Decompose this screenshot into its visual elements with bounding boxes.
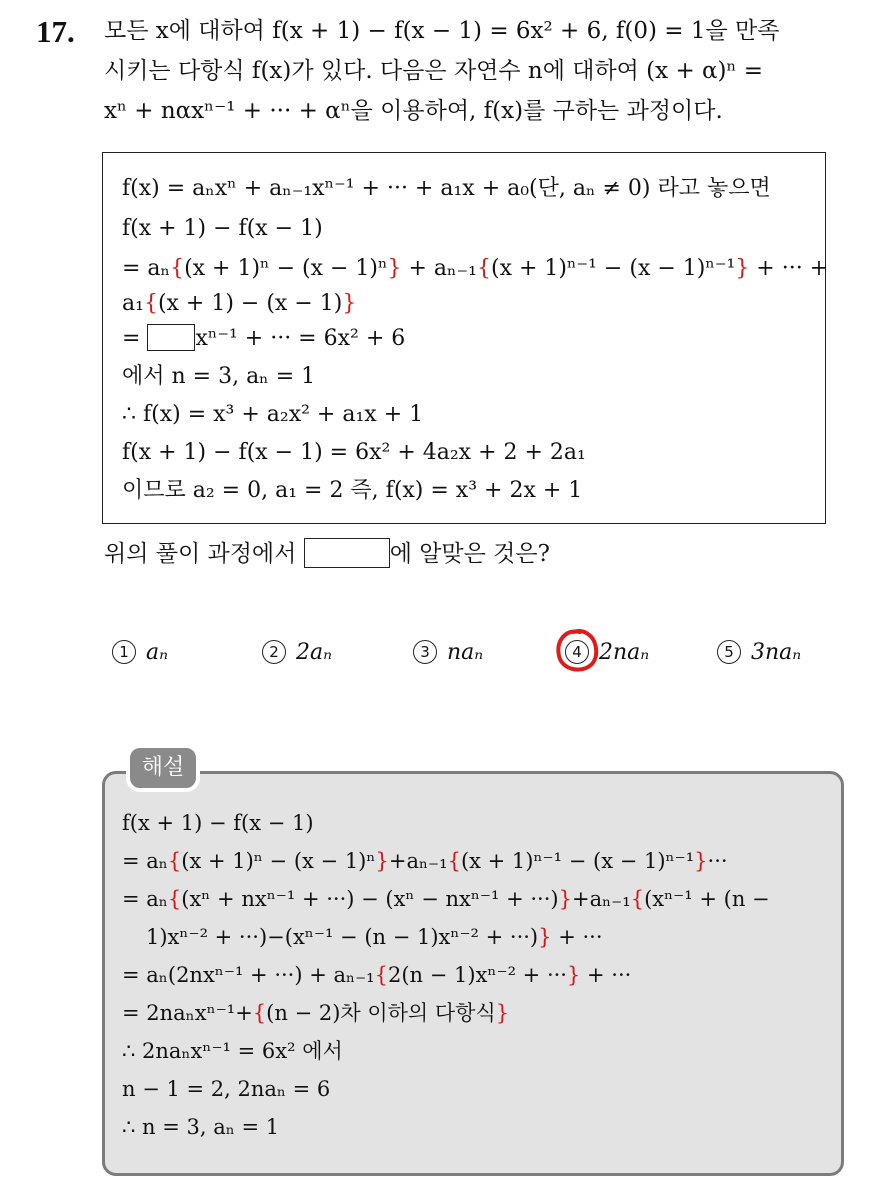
red-brace-open: {: [252, 1001, 267, 1025]
choice-number: 5: [717, 640, 741, 664]
choice-label: aₙ: [146, 640, 169, 665]
solution-tab-label: 해설: [126, 744, 200, 792]
solution-line-6: = 2naₙxⁿ⁻¹+{(n − 2)차 이하의 다항식}: [122, 1001, 510, 1025]
choice-label: naₙ: [447, 640, 484, 665]
derivation-line-6: 에서 n = 3, aₙ = 1: [122, 364, 316, 389]
red-brace-open: {: [170, 256, 185, 281]
solution-line-2: = aₙ{(x + 1)ⁿ − (x − 1)ⁿ}+aₙ₋₁{(x + 1)ⁿ⁻¹ − (x − 1)ⁿ⁻¹}···: [122, 849, 728, 873]
solution-line-3: = aₙ{(xⁿ + nxⁿ⁻¹ + ···) − (xⁿ − nxⁿ⁻¹ + ···)}+aₙ₋₁{(xⁿ⁻¹ + (n −: [122, 887, 770, 911]
solution-line-9: ∴ n = 3, aₙ = 1: [122, 1115, 280, 1139]
choice-1[interactable]: [112, 636, 168, 670]
red-brace-close: }: [342, 291, 357, 316]
solution-line-8: n − 1 = 2, 2naₙ = 6: [122, 1077, 331, 1101]
derivation-line-3: = aₙ{(x + 1)ⁿ − (x − 1)ⁿ} + aₙ₋₁{(x + 1)ⁿ⁻¹ − (x − 1)ⁿ⁻¹} + ··· +: [122, 256, 829, 281]
answer-blank-large: [304, 538, 390, 568]
red-brace-close: }: [538, 925, 552, 949]
derivation-line-8: f(x + 1) − f(x − 1) = 6x² + 4a₂x + 2 + 2a₁: [122, 440, 586, 465]
question-text-line-2: 시키는 다항식 f(x)가 있다. 다음은 자연수 n에 대하여 (x + α)ⁿ =: [104, 58, 764, 84]
choice-label: 2aₙ: [296, 640, 333, 665]
choice-label: 3naₙ: [751, 640, 802, 665]
red-brace-close: }: [566, 963, 581, 987]
red-brace-open: {: [167, 849, 182, 873]
red-brace-close: }: [495, 1001, 510, 1025]
red-brace-close: }: [694, 849, 708, 873]
choice-number: 2: [262, 640, 286, 664]
red-brace-open: {: [630, 887, 645, 911]
red-brace-close: }: [375, 849, 389, 873]
solution-line-1: f(x + 1) − f(x − 1): [122, 811, 314, 835]
choice-label: 2naₙ: [599, 640, 650, 665]
solution-line-5: = aₙ(2nxⁿ⁻¹ + ···) + aₙ₋₁{2(n − 1)xⁿ⁻² + ···} + ···: [122, 963, 632, 987]
choice-5[interactable]: [717, 636, 801, 670]
derivation-line-4: a₁{(x + 1) − (x − 1)}: [122, 291, 357, 316]
red-brace-close: }: [558, 887, 572, 911]
answer-blank-small: [147, 324, 195, 351]
red-brace-open: {: [374, 963, 388, 987]
choice-number: 4: [565, 640, 589, 664]
choice-number: 1: [112, 640, 136, 664]
question-number: 17.: [36, 14, 75, 49]
choice-2[interactable]: [262, 636, 332, 670]
answer-mark-circle-icon: [552, 626, 602, 678]
derivation-line-9: 이므로 a₂ = 0, a₁ = 2 즉, f(x) = x³ + 2x + 1: [122, 478, 583, 503]
red-brace-open: {: [167, 887, 182, 911]
choice-3[interactable]: [413, 636, 483, 670]
choice-number: 3: [413, 640, 437, 664]
solution-line-4: 1)xⁿ⁻² + ···)−(xⁿ⁻¹ − (n − 1)xⁿ⁻² + ···)} + ···: [146, 925, 603, 949]
solution-line-7: ∴ 2naₙxⁿ⁻¹ = 6x² 에서: [122, 1039, 343, 1063]
derivation-line-5: = xⁿ⁻¹ + ··· = 6x² + 6: [122, 326, 406, 351]
question-text-line-1: 모든 x에 대하여 f(x + 1) − f(x − 1) = 6x² + 6, f(0) = 1을 만족: [104, 18, 780, 44]
question-text-line-3: xⁿ + nαxⁿ⁻¹ + ··· + αⁿ을 이용하여, f(x)를 구하는 과정이다.: [104, 98, 723, 124]
derivation-line-1: f(x) = aₙxⁿ + aₙ₋₁xⁿ⁻¹ + ··· + a₁x + a₀(단, aₙ ≠ 0) 라고 놓으면: [122, 176, 771, 201]
derivation-line-2: f(x + 1) − f(x − 1): [122, 216, 323, 241]
red-brace-open: {: [447, 849, 461, 873]
red-brace-open: {: [477, 256, 491, 281]
red-brace-close: }: [735, 256, 750, 281]
red-brace-close: }: [387, 256, 402, 281]
red-brace-open: {: [143, 291, 158, 316]
derivation-line-7: ∴ f(x) = x³ + a₂x² + a₁x + 1: [122, 402, 424, 427]
question-prompt: 위의 풀이 과정에서 에 알맞은 것은?: [104, 537, 550, 571]
